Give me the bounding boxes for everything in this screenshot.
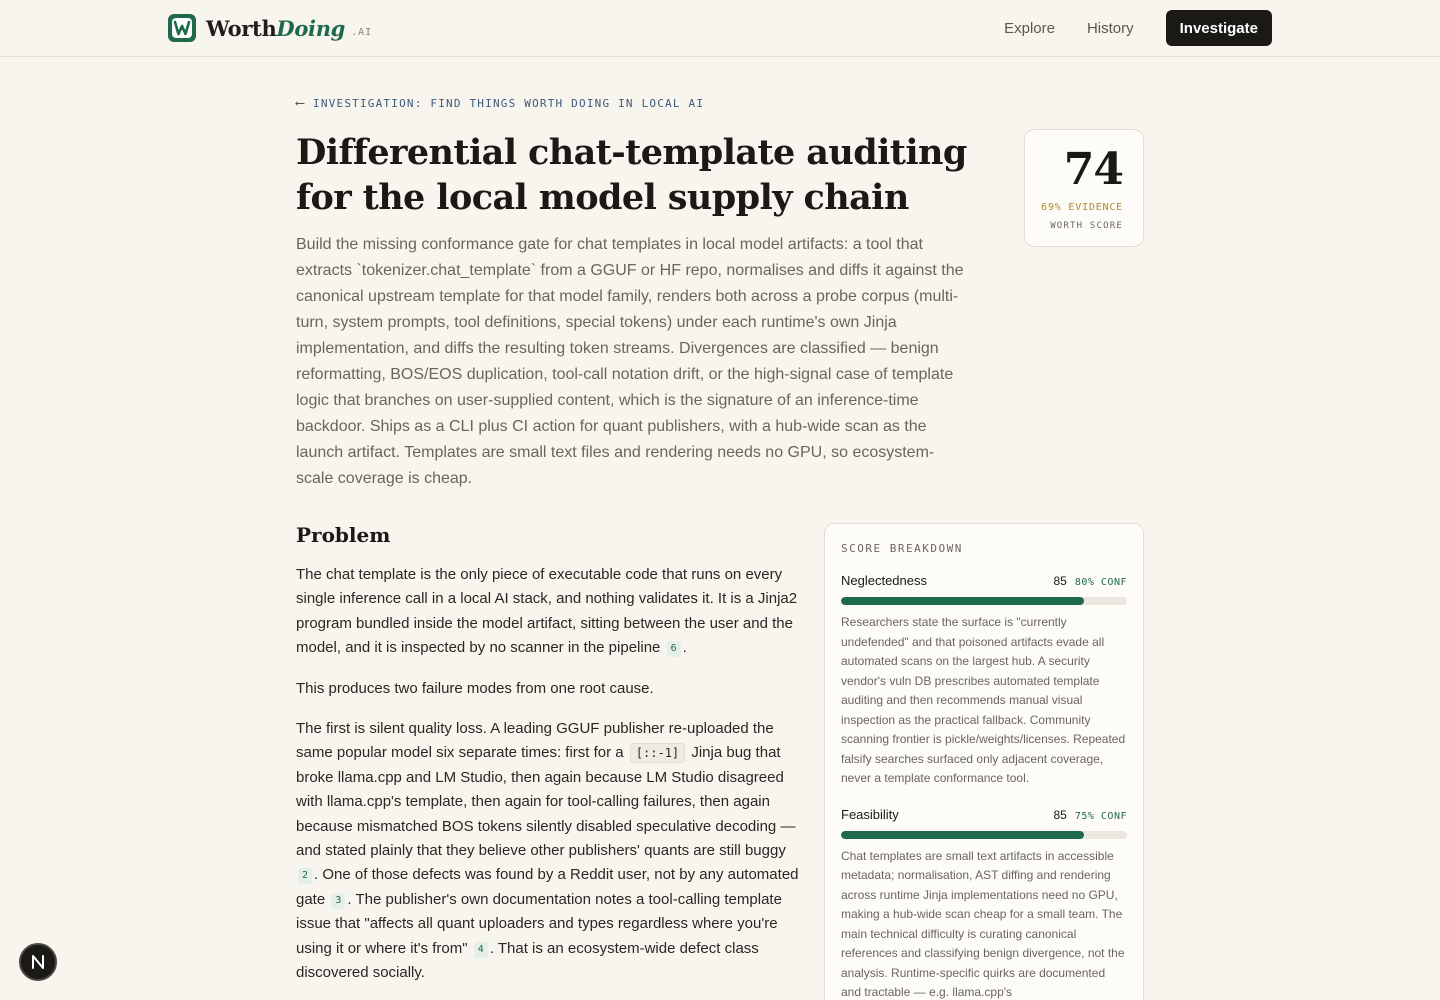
worth-score-label: WORTH SCORE — [1050, 221, 1123, 231]
n-logo-icon — [29, 953, 47, 971]
brand-logo[interactable] — [168, 14, 372, 42]
paragraph-text: . — [682, 639, 687, 657]
logo-w-icon — [171, 17, 193, 39]
evidence-percentage: 69% EVIDENCE — [1041, 202, 1123, 213]
score-breakdown-panel — [824, 523, 1144, 1000]
citation-badge[interactable]: 3 — [331, 893, 345, 909]
metric-confidence: 80% CONF — [1074, 577, 1127, 588]
worth-score-card — [1024, 129, 1144, 247]
worth-score-value: 74 — [1063, 144, 1123, 195]
problem-heading: Problem — [296, 523, 391, 547]
top-navigation-bar — [0, 0, 1440, 57]
logo-mark — [168, 14, 196, 42]
metric-value: 85 — [1053, 807, 1067, 822]
page-title: Differential chat-template auditing for the local model supply chain — [296, 132, 967, 218]
citation-badge[interactable]: 4 — [474, 942, 488, 958]
paragraph-text: . The publisher's own documentation notes a tool-calling template issue that "affects all quant uploaders and types regardless where you're using it or where it's from" — [296, 890, 782, 957]
metric-feasibility — [841, 807, 1127, 1000]
problem-paragraph-1 — [296, 563, 802, 661]
paragraph-text: Jinja bug that broke llama.cpp and LM Studio, then again because LM Studio disagreed with llama.cpp's template, then again for tool-calling failures, then again because mismatched BOS tokens silently disabled speculative decoding — and stated plainly that they believe other publishers' quants are still buggy — [296, 744, 796, 860]
problem-paragraph-2: This produces two failure modes from one root cause. — [296, 679, 654, 697]
paragraph-text: The chat template is the only piece of executable code that runs on every single inference call in a local AI stack, and nothing validates it. It is a Jinja2 program bundled inside the model artifact, sitting between the user and the model, and it is inspected by no scanner in the pipeline — [296, 566, 798, 657]
paragraph-text: . That is an ecosystem-wide defect class discovered socially. — [296, 939, 759, 982]
metric-description: Chat templates are small text artifacts in accessible metadata; normalisation, AST diffing and rendering across runtime Jinja implementations need no GPU, making a hub-wide scan cheap for a small team. The main technical difficulty is curating canonical references and classifying benign divergence, not the analysis. Runtime-specific quirks are documented and tractable — e.g. llama.cpp's — [841, 848, 1125, 999]
metric-confidence: 75% CONF — [1074, 810, 1127, 822]
metric-name: Feasibility — [841, 806, 899, 822]
idea-summary: Build the missing conformance gate for chat templates in local model artifacts: a tool that extracts `tokenizer.chat_template` from a GGUF or HF repo, normalises and diffs it against the canonical upstream template for that model family, renders both across a probe corpus (multi-turn, system prompts, tool definitions, special tokens) under each runtime's own Jinja implementation, and diffs the resulting token streams. Divergences are classified — benign reformatting, BOS/EOS duplication, tool-call notation drift, or the high-signal case of template logic that branches on user-supplied content, which is the signature of an inference-time backdoor. Ships as a CLI plus CI action for quant publishers, with a hub-wide scan as the launch artifact. Templates are small text files and rendering needs no GPU, so ecosystem-scale coverage is cheap. — [296, 236, 964, 487]
floating-n-button[interactable] — [19, 943, 57, 981]
nav-explore[interactable]: Explore — [1004, 19, 1055, 37]
metric-bar-track — [841, 597, 1127, 605]
metric-value: 85 — [1053, 574, 1067, 588]
problem-body — [296, 563, 802, 1000]
metric-neglectedness — [841, 573, 1127, 789]
metric-bar-track — [841, 831, 1127, 839]
nav-history[interactable]: History — [1086, 19, 1134, 37]
citation-badge[interactable]: 6 — [667, 641, 681, 657]
back-arrow-icon: ⟵ — [296, 96, 306, 111]
problem-paragraph-3 — [296, 717, 802, 985]
brand-suffix: .AI — [351, 26, 373, 38]
metric-bar-fill — [841, 597, 1084, 605]
metric-description: Researchers state the surface is "currently undefended" and that poisoned artifacts evade all automated scans on the largest hub. A security vendor's vuln DB prescribes automated template auditing and then recommends manual visual inspection as the practical fallback. Community scanning frontier is pickle/weights/licenses. Repeated falsify searches surfaced only adjacent coverage, never a template conformance tool. — [841, 615, 1126, 785]
main-nav — [1004, 10, 1272, 46]
brand-name: WorthDoing — [206, 15, 346, 41]
paragraph-text: The first is silent quality loss. A leading GGUF publisher re-uploaded the same popular model six separate times: first for a — [296, 720, 774, 762]
investigate-button[interactable]: Investigate — [1166, 10, 1272, 46]
metric-bar-fill — [841, 831, 1084, 839]
breadcrumb-label: INVESTIGATION: FIND THINGS WORTH DOING IN LOCAL AI — [313, 97, 705, 110]
inline-code: [::-1] — [630, 743, 685, 763]
paragraph-text: . One of those defects was found by a Reddit user, not by any automated gate — [296, 866, 799, 908]
score-breakdown-heading: SCORE BREAKDOWN — [841, 542, 963, 555]
back-to-investigation-link[interactable] — [296, 96, 704, 111]
citation-badge[interactable]: 2 — [298, 868, 312, 884]
metric-name: Neglectedness — [841, 573, 927, 588]
